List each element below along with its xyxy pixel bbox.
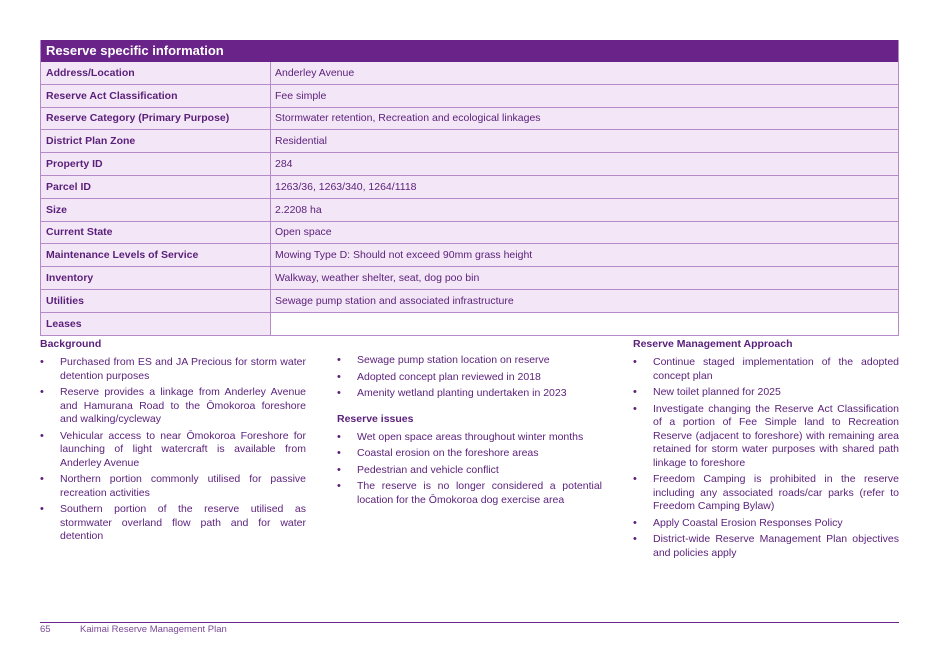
list-item: • The reserve is no longer considered a potential location for the Ōmokoroa dog exercise area (337, 480, 602, 507)
row-label: Utilities (41, 290, 271, 312)
row-value: Residential (271, 130, 898, 152)
approach-list (633, 356, 899, 560)
table-row (41, 267, 898, 290)
list-item: • Northern portion commonly utilised for passive recreation activities (40, 473, 306, 500)
background-section (40, 338, 306, 547)
list-item: • Freedom Camping is prohibited in the reserve including any associated roads/car parks (refer to Freedom Camping Bylaw) (633, 473, 899, 514)
table-row (41, 130, 898, 153)
row-value: Mowing Type D: Should not exceed 90mm grass height (271, 244, 898, 266)
footer-divider (40, 622, 899, 623)
table-row (41, 222, 898, 245)
row-value: Stormwater retention, Recreation and ecological linkages (271, 108, 898, 130)
approach-section (633, 338, 899, 563)
row-value: Fee simple (271, 85, 898, 107)
page-number: 65 (40, 624, 51, 635)
reserve-issues-list (337, 431, 602, 508)
list-item: • Amenity wetland planting undertaken in 2023 (337, 387, 602, 401)
background-list (40, 356, 306, 544)
row-label: Maintenance Levels of Service (41, 244, 271, 266)
table-row (41, 85, 898, 108)
row-label: Parcel ID (41, 176, 271, 198)
list-item: • Apply Coastal Erosion Responses Policy (633, 517, 899, 531)
row-label: Inventory (41, 267, 271, 289)
list-item: • Investigate changing the Reserve Act Classification of a portion of Fee Simple land to Recreation Reserve (adjacent to foreshore) with remaining area retained for storm water purposes with shared path linkage to foreshore (633, 403, 899, 471)
list-item: • Southern portion of the reserve utilised as stormwater overland flow path and for water detention (40, 503, 306, 544)
middle-section (337, 354, 602, 510)
row-label: Property ID (41, 153, 271, 175)
table-row (41, 290, 898, 313)
list-item: • Purchased from ES and JA Precious for storm water detention purposes (40, 356, 306, 383)
row-label: Address/Location (41, 62, 271, 84)
row-label: Reserve Act Classification (41, 85, 271, 107)
list-item: • Pedestrian and vehicle conflict (337, 464, 602, 478)
table-row (41, 62, 898, 85)
row-value: 2.2208 ha (271, 199, 898, 221)
row-value: 284 (271, 153, 898, 175)
row-label: District Plan Zone (41, 130, 271, 152)
row-value (271, 313, 898, 335)
row-label: Leases (41, 313, 271, 335)
list-item: • Wet open space areas throughout winter months (337, 431, 602, 445)
table-row (41, 153, 898, 176)
list-item: • Reserve provides a linkage from Anderley Avenue and Hamurana Road to the Ōmokoroa foreshore and walking/cycleway (40, 386, 306, 427)
row-value: 1263/36, 1263/340, 1264/1118 (271, 176, 898, 198)
list-item: • Adopted concept plan reviewed in 2018 (337, 371, 602, 385)
row-value: Sewage pump station and associated infrastructure (271, 290, 898, 312)
row-value: Open space (271, 222, 898, 244)
table-row (41, 176, 898, 199)
table-row (41, 313, 898, 336)
list-item: • New toilet planned for 2025 (633, 386, 899, 400)
approach-heading: Reserve Management Approach (633, 338, 793, 350)
table-row (41, 199, 898, 222)
list-item: • Sewage pump station location on reserve (337, 354, 602, 368)
reserve-issues-heading: Reserve issues (337, 412, 414, 425)
list-item: • District-wide Reserve Management Plan objectives and policies apply (633, 533, 899, 560)
reserve-info-table (40, 40, 899, 336)
middle-list (337, 354, 602, 401)
background-heading: Background (40, 338, 102, 350)
footer-title: Kaimai Reserve Management Plan (80, 624, 227, 635)
table-row (41, 108, 898, 131)
table-header: Reserve specific information (41, 40, 898, 62)
row-label: Reserve Category (Primary Purpose) (41, 108, 271, 130)
table-row (41, 244, 898, 267)
list-item: • Continue staged implementation of the adopted concept plan (633, 356, 899, 383)
row-label: Current State (41, 222, 271, 244)
row-value: Walkway, weather shelter, seat, dog poo bin (271, 267, 898, 289)
row-value: Anderley Avenue (271, 62, 898, 84)
list-item: • Vehicular access to near Ōmokoroa Foreshore for launching of light watercraft is available from Anderley Avenue (40, 430, 306, 471)
list-item: • Coastal erosion on the foreshore areas (337, 447, 602, 461)
row-label: Size (41, 199, 271, 221)
